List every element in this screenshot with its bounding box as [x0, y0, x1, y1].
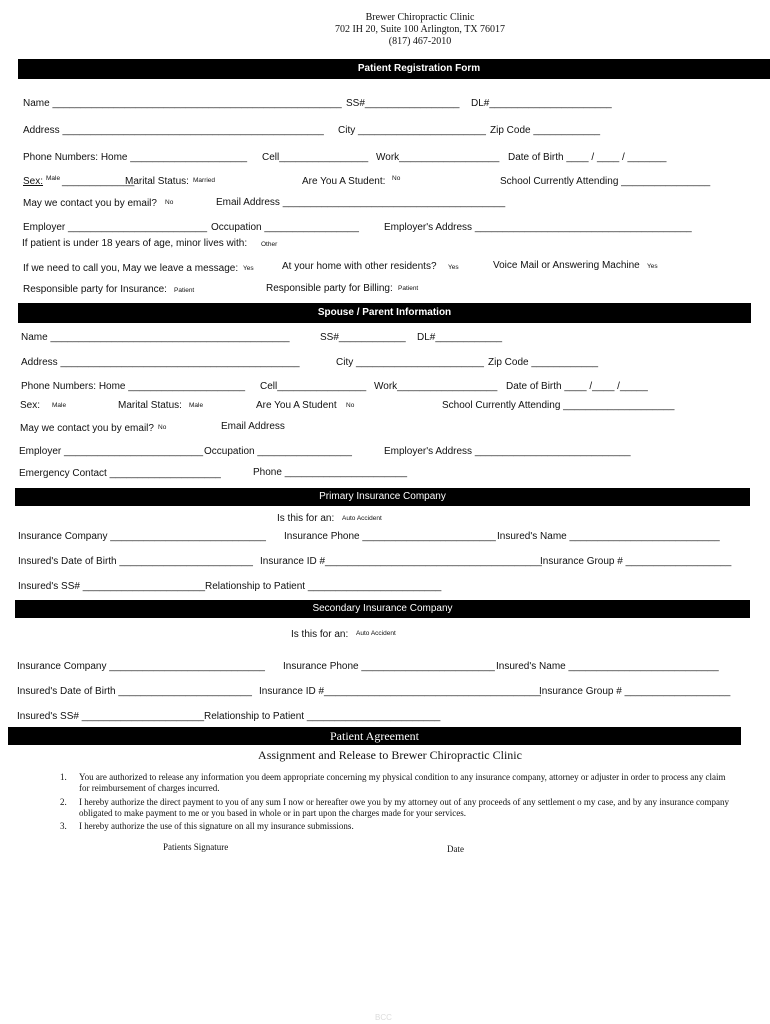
secondary-is-for-label: Is this for an:: [291, 629, 349, 640]
patient-minor-value[interactable]: Other: [261, 241, 278, 248]
secondary-company-field[interactable]: Insurance Company ____________________________: [17, 661, 265, 672]
patient-email-contact-value[interactable]: No: [165, 199, 174, 206]
primary-insured-name-field[interactable]: Insured's Name ___________________________: [497, 531, 720, 542]
patient-address-field[interactable]: Address _______________________________________________: [23, 125, 324, 136]
spouse-city-field[interactable]: City _______________________: [336, 357, 484, 368]
footer-watermark: BCC: [375, 1013, 392, 1022]
emergency-phone-field[interactable]: Phone ______________________: [253, 467, 408, 478]
secondary-insurance-title: Secondary Insurance Company: [15, 600, 750, 618]
primary-relationship-field[interactable]: Relationship to Patient ________________________: [205, 581, 442, 592]
patient-voicemail-value[interactable]: Yes: [647, 263, 658, 270]
spouse-work-field[interactable]: Work__________________: [374, 381, 498, 392]
patient-signature-field[interactable]: Patients Signature: [163, 842, 229, 852]
patient-registration-title: Patient Registration Form: [18, 59, 770, 79]
agreement-item-text: You are authorized to release any information you deem appropriate concerning my physical condition to any insurance company, attorney or adjuster in order to process any claim for reimbursement of charges incurred.: [79, 772, 726, 793]
spouse-employer-address-field[interactable]: Employer's Address ____________________________: [384, 446, 631, 457]
patient-email-contact-label: May we contact you by email?: [23, 198, 157, 209]
primary-is-for-value[interactable]: Auto Accident: [342, 515, 382, 522]
patient-resp-billing-value[interactable]: Patient: [398, 285, 419, 292]
spouse-zip-field[interactable]: Zip Code ____________: [488, 357, 599, 368]
clinic-name: Brewer Chiropractic Clinic: [365, 12, 475, 23]
spouse-student-value[interactable]: No: [346, 402, 355, 409]
patient-sex-label: Sex:: [23, 176, 44, 187]
spouse-name-field[interactable]: Name ___________________________________________: [21, 332, 290, 343]
primary-group-field[interactable]: Insurance Group # ___________________: [540, 556, 732, 567]
patient-minor-label: If patient is under 18 years of age, minor lives with:: [22, 238, 248, 249]
signature-date-field[interactable]: Date: [447, 844, 464, 854]
patient-occupation-field[interactable]: Occupation _________________: [211, 222, 359, 233]
patient-work-field[interactable]: Work__________________: [376, 152, 500, 163]
spouse-marital-label: Marital Status:: [118, 400, 182, 411]
patient-zip-field[interactable]: Zip Code ____________: [490, 125, 601, 136]
spouse-dl-field[interactable]: DL#____________: [417, 332, 503, 343]
agreement-item-text: I hereby authorize the direct payment to you of any sum I now or hereafter owe you by my attorney out of any proceeds of any settlement o my case, and by any insurance company obligated to make payment to me or you based in whole or in part upon the charges made for your services.: [79, 797, 730, 818]
patient-email-address-field[interactable]: Email Address ________________________________________: [216, 197, 506, 208]
spouse-sex-label: Sex:: [20, 400, 41, 411]
agreement-item-text: I hereby authorize the use of this signature on all my insurance submissions.: [79, 821, 354, 831]
spouse-address-field[interactable]: Address ___________________________________________: [21, 357, 300, 368]
agreement-title: Patient Agreement: [8, 727, 741, 745]
agreement-subtitle: Assignment and Release to Brewer Chiropractic Clinic: [258, 748, 522, 762]
patient-marital-value[interactable]: Married: [193, 177, 216, 184]
patient-city-field[interactable]: City _______________________: [338, 125, 486, 136]
secondary-insured-dob-field[interactable]: Insured's Date of Birth ________________________: [17, 686, 252, 697]
patient-home-residents-label: At your home with other residents?: [282, 261, 437, 272]
patient-cell-field[interactable]: Cell________________: [262, 152, 369, 163]
patient-school-field[interactable]: School Currently Attending ________________: [500, 176, 711, 187]
patient-sex-value[interactable]: Male: [46, 175, 61, 182]
spouse-occupation-field[interactable]: Occupation _________________: [204, 446, 352, 457]
agreement-item-number: 3.: [60, 821, 67, 831]
primary-insurance-id-field[interactable]: Insurance ID #_______________________________________: [260, 556, 542, 567]
agreement-item-number: 1.: [60, 772, 67, 782]
patient-dl-field[interactable]: DL#______________________: [471, 98, 612, 109]
primary-is-for-label: Is this for an:: [277, 513, 335, 524]
secondary-insured-ss-field[interactable]: Insured's SS# ______________________: [17, 711, 205, 722]
clinic-phone: (817) 467-2010: [388, 36, 452, 47]
secondary-is-for-value[interactable]: Auto Accident: [356, 630, 396, 637]
spouse-school-field[interactable]: School Currently Attending ____________________: [442, 400, 675, 411]
spouse-marital-value[interactable]: Male: [189, 402, 204, 409]
primary-insured-ss-field[interactable]: Insured's SS# ______________________: [18, 581, 206, 592]
secondary-relationship-field[interactable]: Relationship to Patient ________________________: [204, 711, 441, 722]
secondary-insured-name-field[interactable]: Insured's Name ___________________________: [496, 661, 719, 672]
secondary-phone-field[interactable]: Insurance Phone ________________________: [283, 661, 495, 672]
primary-insurance-title: Primary Insurance Company: [15, 488, 750, 506]
patient-marital-label: Marital Status:: [125, 176, 189, 187]
patient-resp-insurance-value[interactable]: Patient: [174, 287, 195, 294]
patient-home-residents-value[interactable]: Yes: [448, 264, 459, 271]
spouse-dob-field[interactable]: Date of Birth ____ /____ /_____: [506, 381, 648, 392]
spouse-section-title: Spouse / Parent Information: [18, 303, 751, 323]
patient-message-label: If we need to call you, May we leave a message:: [23, 263, 239, 274]
secondary-insurance-id-field[interactable]: Insurance ID #_______________________________________: [259, 686, 541, 697]
patient-dob-field[interactable]: Date of Birth ____ / ____ / _______: [508, 152, 667, 163]
patient-name-field[interactable]: Name ____________________________________________________: [23, 98, 342, 109]
spouse-student-label: Are You A Student: [256, 400, 337, 411]
agreement-item-number: 2.: [60, 797, 67, 807]
spouse-sex-value[interactable]: Male: [52, 402, 67, 409]
patient-employer-address-field[interactable]: Employer's Address _______________________________________: [384, 222, 692, 233]
primary-phone-field[interactable]: Insurance Phone ________________________: [284, 531, 496, 542]
spouse-email-address-label[interactable]: Email Address: [221, 421, 285, 432]
patient-resp-billing-label: Responsible party for Billing:: [266, 283, 393, 294]
secondary-group-field[interactable]: Insurance Group # ___________________: [539, 686, 731, 697]
spouse-cell-field[interactable]: Cell________________: [260, 381, 367, 392]
patient-employer-field[interactable]: Employer _________________________: [23, 222, 208, 233]
spouse-employer-field[interactable]: Employer _________________________: [19, 446, 204, 457]
spouse-phone-home-field[interactable]: Phone Numbers: Home _____________________: [21, 381, 246, 392]
patient-phone-home-field[interactable]: Phone Numbers: Home _____________________: [23, 152, 248, 163]
primary-insured-dob-field[interactable]: Insured's Date of Birth ________________________: [18, 556, 253, 567]
emergency-contact-field[interactable]: Emergency Contact ____________________: [19, 468, 221, 479]
spouse-email-contact-value[interactable]: No: [158, 424, 167, 431]
primary-company-field[interactable]: Insurance Company ____________________________: [18, 531, 266, 542]
spouse-ss-field[interactable]: SS#____________: [320, 332, 406, 343]
patient-message-value[interactable]: Yes: [243, 265, 254, 272]
patient-sex-underline: _____________: [62, 176, 135, 187]
spouse-email-contact-label: May we contact you by email?: [20, 423, 154, 434]
patient-student-label: Are You A Student:: [302, 176, 386, 187]
clinic-address: 702 IH 20, Suite 100 Arlington, TX 76017: [334, 24, 506, 35]
patient-ss-field[interactable]: SS#_________________: [346, 98, 460, 109]
patient-resp-insurance-label: Responsible party for Insurance:: [23, 284, 167, 295]
patient-voicemail-label: Voice Mail or Answering Machine: [493, 260, 640, 271]
patient-student-value[interactable]: No: [392, 175, 401, 182]
